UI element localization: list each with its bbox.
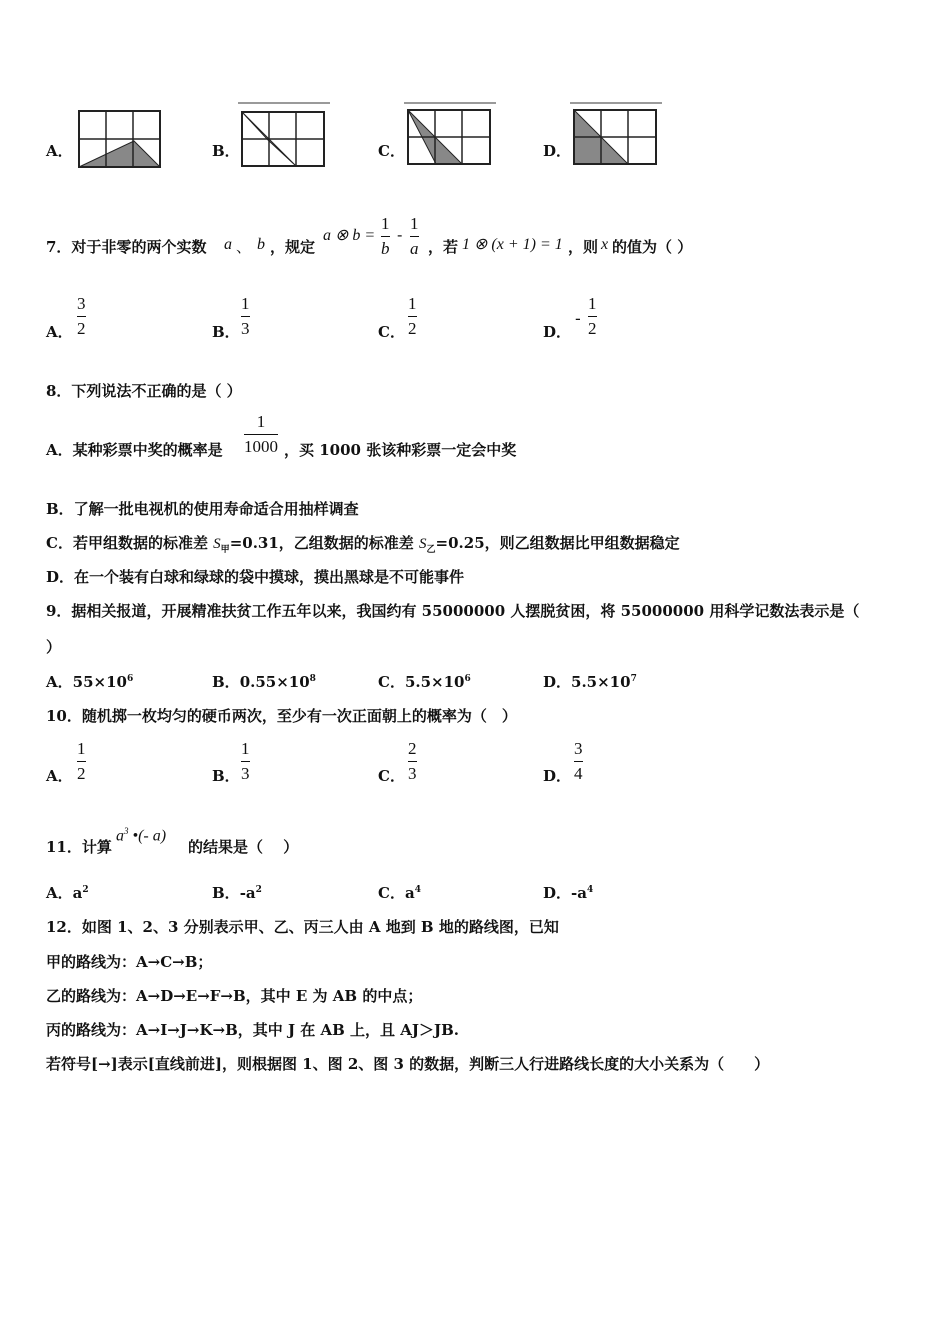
q8-stem: 8．下列说法不正确的是（ ） <box>46 382 242 400</box>
q12-line1: 12．如图 1、2、3 分别表示甲、乙、丙三人由 A 地到 B 地的路线图，已知 <box>46 918 559 936</box>
q6-figure-d <box>570 100 662 170</box>
q7-option-d-frac: 1 2 <box>588 294 597 338</box>
q12-line5: 若符号[→]表示[直线前进]，则根据图 1、图 2、图 3 的数据，判断三人行进路线长度的大小关系为（ ） <box>46 1055 770 1073</box>
q7-def-lhs: a ⊗ b = <box>323 227 376 244</box>
q7-prefix: 7．对于非零的两个实数 <box>46 238 207 256</box>
q10-stem: 10．随机掷一枚均匀的硬币两次，至少有一次正面朝上的概率为（ ） <box>46 707 517 725</box>
q8-option-b: B．了解一批电视机的使用寿命适合用抽样调查 <box>46 500 359 518</box>
q10-option-d-label: D． <box>543 767 572 785</box>
q7-option-c-frac: 1 2 <box>408 294 417 338</box>
q6-option-b-label: B． <box>212 142 240 160</box>
q9-option-d: D．$5.5\times 10^7$ <box>543 673 637 691</box>
q11-option-c: C．$a^4$ <box>378 884 421 902</box>
q7-equation: 1 ⊗ (x + 1) = 1 <box>462 236 563 253</box>
q11-suffix: 的结果是（ ） <box>188 838 299 856</box>
q11-option-d: D．$-a^4$ <box>543 884 594 902</box>
q12-line4: 丙的路线为：A→I→J→K→B，其中 J 在 AB 上，且 AJ＞JB. <box>46 1021 459 1039</box>
q7-frac-1a: 1 a <box>410 214 419 258</box>
q10-option-c-label: C． <box>378 767 405 785</box>
q7-option-a-frac: 3 2 <box>77 294 86 338</box>
q7-var-b: b <box>257 236 265 253</box>
q9-stem-line1: 9．据相关报道，开展精准扶贫工作五年以来，我国约有 55000000 人摆脱贫困，将 55000000 用科学记数法表示是（ <box>46 602 860 620</box>
q10-option-d-frac: 3 4 <box>574 739 583 783</box>
q8-option-a-prefix: A．某种彩票中奖的概率是 <box>46 441 223 459</box>
q12-line2: 甲的路线为：A→C→B； <box>46 953 213 971</box>
q12-line3: 乙的路线为：A→D→E→F→B，其中 E 为 AB 的中点； <box>46 987 423 1005</box>
q6-figure-a <box>76 108 162 170</box>
q7-option-c-label: C． <box>378 323 405 341</box>
q9-option-a: A．$55\times 10^6$ <box>46 673 134 691</box>
q8-option-a-frac: 1 1000 <box>244 412 278 456</box>
q10-option-c-frac: 2 3 <box>408 739 417 783</box>
q10-option-b-label: B． <box>212 767 240 785</box>
q8-option-a-suffix: ，买 1000 张该种彩票一定会中奖 <box>284 441 517 459</box>
q7-comma: ，若 <box>428 238 459 256</box>
q7-mid: ，规定 <box>270 238 316 256</box>
q9-stem-line2: ） <box>46 638 62 656</box>
q11-expression: $a^3$ •(- a) <box>116 826 167 845</box>
q7-tail1: ，则 <box>568 238 599 256</box>
q10-option-a-frac: 1 2 <box>77 739 86 783</box>
q7-sep: 、 <box>236 238 252 256</box>
q11-option-a: A．$a^2$ <box>46 884 89 902</box>
q11-option-b: B．$-a^2$ <box>212 884 262 902</box>
q9-option-c: C．$5.5\times 10^6$ <box>378 673 471 691</box>
q7-option-d-label: D． <box>543 323 572 341</box>
q7-var-a: a <box>224 236 232 253</box>
q6-option-d-label: D． <box>543 142 572 160</box>
q7-option-b-label: B． <box>212 323 240 341</box>
q6-figure-b <box>238 100 330 170</box>
q7-tail2: 的值为（ ） <box>612 238 693 256</box>
q7-minus: - <box>397 225 403 244</box>
q7-option-d-sign: - <box>575 309 581 329</box>
q11-prefix: 11．计算 <box>46 838 112 856</box>
q8-option-c: C．若甲组数据的标准差 $S_甲=0.31$，乙组数据的标准差 $S_乙=0.25$，则乙组数据比甲组数据稳定 <box>46 534 680 555</box>
q9-option-b: B．$0.55\times 10^8$ <box>212 673 316 691</box>
q8-option-d: D．在一个装有白球和绿球的袋中摸球，摸出黑球是不可能事件 <box>46 568 465 586</box>
q7-option-a-label: A． <box>46 323 73 341</box>
q6-option-c-label: C． <box>378 142 405 160</box>
q7-option-b-frac: 1 3 <box>241 294 250 338</box>
q6-figure-c <box>404 100 496 170</box>
q6-option-a-label: A． <box>46 142 73 160</box>
q10-option-b-frac: 1 3 <box>241 739 250 783</box>
q7-var-x: x <box>601 236 609 253</box>
q10-option-a-label: A． <box>46 767 73 785</box>
q7-frac-1b: 1 b <box>381 214 390 258</box>
